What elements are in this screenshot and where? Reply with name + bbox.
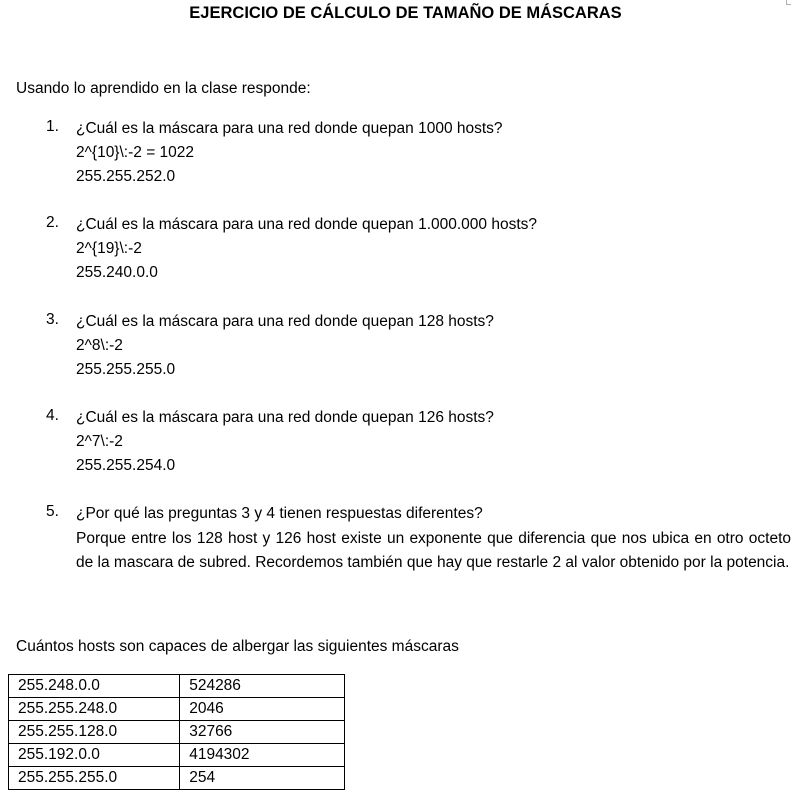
question-body [76, 311, 791, 383]
intro-text: Usando lo aprendido en la clase responde: [16, 80, 311, 97]
question-body [76, 214, 791, 286]
table-row [9, 744, 345, 767]
table-row [9, 721, 345, 744]
table-row [9, 698, 345, 721]
mask-cell: 255.255.128.0 [9, 721, 180, 744]
question-work: 2^{19}\:-2 [76, 240, 142, 257]
question-answer: Porque entre los 128 host y 126 host existe un exponente que diferencia que nos ubica en otro octeto de la mascara de subred. Recordemos también que hay que restarle 2 al valor obtenido por la potencia. [76, 530, 791, 571]
question-body [76, 407, 791, 479]
question-number: 5. [46, 503, 59, 520]
hosts-cell: 4194302 [180, 744, 345, 767]
document-title: EJERCICIO DE CÁLCULO DE TAMAÑO DE MÁSCARAS [189, 4, 622, 22]
question-number: 2. [46, 214, 59, 231]
question-answer: 255.255.252.0 [76, 168, 176, 185]
mask-hosts-table [8, 674, 345, 790]
question-answer: 255.255.254.0 [76, 457, 176, 474]
question-number: 3. [46, 311, 59, 328]
table-row [9, 675, 345, 698]
question-text: ¿Cuál es la máscara para una red donde quepan 126 hosts? [76, 409, 494, 426]
question-work: 2^8\:-2 [76, 337, 123, 354]
question-answer: 255.240.0.0 [76, 264, 158, 281]
question-body [76, 503, 791, 575]
question-text: ¿Cuál es la máscara para una red donde quepan 1000 hosts? [76, 120, 503, 137]
question-text: ¿Por qué las preguntas 3 y 4 tienen respuestas diferentes? [76, 505, 483, 522]
question-work: 2^{10}\:-2 = 1022 [76, 144, 195, 161]
hosts-cell: 32766 [180, 721, 345, 744]
mask-cell: 255.192.0.0 [9, 744, 180, 767]
question-number: 1. [46, 118, 59, 135]
table-intro-text: Cuántos hosts son capaces de albergar las siguientes máscaras [16, 638, 459, 655]
question-answer: 255.255.255.0 [76, 361, 176, 378]
hosts-cell: 524286 [180, 675, 345, 698]
hosts-cell: 254 [180, 767, 345, 790]
mask-cell: 255.255.255.0 [9, 767, 180, 790]
hosts-cell: 2046 [180, 698, 345, 721]
table-row [9, 767, 345, 790]
question-number: 4. [46, 407, 59, 424]
question-text: ¿Cuál es la máscara para una red donde quepan 128 hosts? [76, 313, 494, 330]
mask-cell: 255.248.0.0 [9, 675, 180, 698]
mask-cell: 255.255.248.0 [9, 698, 180, 721]
question-body [76, 118, 791, 190]
question-text: ¿Cuál es la máscara para una red donde quepan 1.000.000 hosts? [76, 216, 538, 233]
question-work: 2^7\:-2 [76, 433, 123, 450]
